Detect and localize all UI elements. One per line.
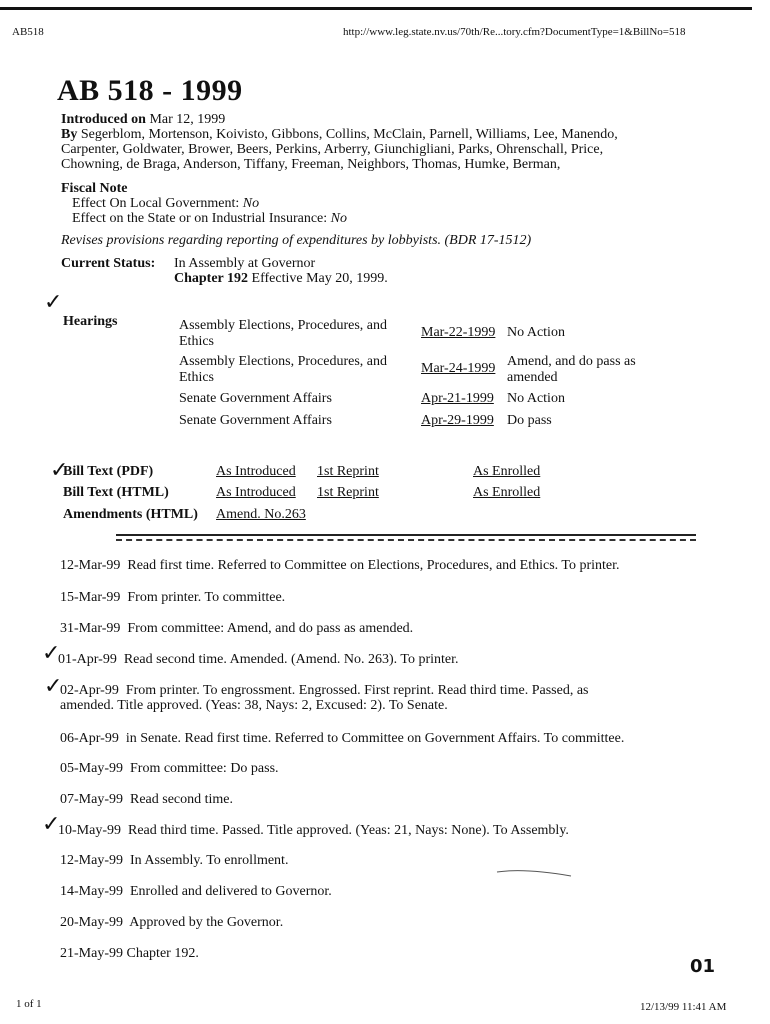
action-row [60, 792, 233, 808]
hearing-3-committee: Senate Government Affairs [179, 391, 332, 406]
pen-stroke-mark [495, 866, 575, 880]
action-text: Read second time. [130, 792, 234, 807]
hearing-1-committee: Assembly Elections, Procedures, and Ethics [179, 318, 388, 349]
action-date: 20-May-99 [60, 915, 123, 930]
pdf-as-introduced-link[interactable]: As Introduced [216, 464, 296, 479]
bill-title: AB 518 - 1999 [57, 74, 243, 107]
sponsors-line-3: Chowning, de Braga, Anderson, Tiffany, Freeman, Neighbors, Thomas, Humke, Berman, [61, 157, 561, 172]
status-effective: Effective May 20, 1999. [251, 271, 388, 286]
status-chapter: Chapter 192 [174, 271, 249, 286]
hearing-1-date-link[interactable]: Mar-22-1999 [421, 325, 496, 340]
checkmark-icon: ✓ [50, 458, 69, 483]
action-text: Enrolled and delivered to Governor. [130, 884, 332, 899]
hearings-label: Hearings [63, 314, 118, 329]
introduced-date: Mar 12, 1999 [149, 112, 226, 127]
action-text: From committee: Amend, and do pass as amended. [127, 621, 414, 636]
bill-summary: Revises provisions regarding reporting of expenditures by lobbyists. (BDR 17-1512) [61, 233, 532, 248]
action-date: 07-May-99 [60, 792, 123, 807]
action-date: 31-Mar-99 [60, 621, 121, 636]
checkmark-icon: ✓ [42, 641, 61, 666]
introduced-label: Introduced on [61, 112, 146, 127]
amendments-html-label: Amendments (HTML) [63, 507, 198, 522]
action-date: 12-May-99 [60, 853, 123, 868]
sponsors-text-1: Segerblom, Mortenson, Koivisto, Gibbons, Collins, McClain, Parnell, Williams, Lee, Manendo, [80, 127, 618, 142]
action-text: From printer. To engrossment. Engrossed. First reprint. Read third time. Passed, as [125, 683, 589, 698]
sponsors-line-2: Carpenter, Goldwater, Brower, Beers, Perkins, Arberry, Giunchigliani, Parks, Ohrenschall, Price, [61, 142, 604, 157]
local-gov-label: Effect On Local Government: [72, 196, 240, 211]
local-government-effect [72, 196, 259, 212]
action-row [60, 853, 288, 869]
section-divider-dashed [116, 539, 696, 541]
checkmark-icon: ✓ [44, 290, 63, 315]
action-row [60, 884, 332, 900]
html-as-enrolled-link[interactable]: As Enrolled [473, 485, 541, 500]
footer-timestamp: 12/13/99 11:41 AM [640, 1001, 727, 1013]
action-text: Read third time. Passed. Title approved. (Yeas: 21, Nays: None). To Assembly. [128, 823, 569, 838]
action-date: 05-May-99 [60, 761, 123, 776]
local-gov-value: No [242, 196, 260, 211]
state-effect [72, 211, 347, 227]
action-row [60, 761, 279, 777]
header-doc-id: AB518 [12, 26, 44, 38]
action-row [58, 652, 459, 668]
action-row [60, 590, 285, 606]
action-row [60, 946, 199, 962]
section-divider [116, 534, 696, 536]
pdf-as-enrolled-link[interactable]: As Enrolled [473, 464, 541, 479]
action-text: Chapter 192. [126, 946, 199, 961]
introduced-line [61, 112, 225, 128]
hearing-2-date-link[interactable]: Mar-24-1999 [421, 361, 496, 376]
page-mark: 01 [690, 956, 716, 977]
action-text: From printer. To committee. [127, 590, 286, 605]
action-text: Read first time. Referred to Committee on Elections, Procedures, and Ethics. To printer. [127, 558, 620, 573]
action-date: 15-Mar-99 [60, 590, 121, 605]
bill-text-pdf-label: Bill Text (PDF) [63, 464, 154, 479]
hearing-4-date-link[interactable]: Apr-29-1999 [421, 413, 494, 428]
action-date: 01-Apr-99 [58, 652, 117, 667]
action-row [58, 823, 569, 839]
checkmark-icon: ✓ [42, 812, 61, 837]
action-row [60, 915, 283, 931]
action-row [60, 621, 413, 637]
hearing-2-action: Amend, and do pass as amended [507, 354, 636, 385]
sponsors-line-1 [61, 127, 618, 143]
action-text: Approved by the Governor. [129, 915, 284, 930]
html-as-introduced-link[interactable]: As Introduced [216, 485, 296, 500]
bill-text-html-label: Bill Text (HTML) [63, 485, 169, 500]
action-date: 02-Apr-99 [60, 683, 119, 698]
status-chapter-line [174, 271, 388, 287]
by-label: By [61, 127, 78, 142]
footer-page-count: 1 of 1 [16, 998, 42, 1010]
action-date: 06-Apr-99 [60, 731, 119, 746]
amendment-263-link[interactable]: Amend. No.263 [216, 507, 306, 522]
action-date: 12-Mar-99 [60, 558, 121, 573]
action-row [60, 683, 588, 699]
current-status-label: Current Status: [61, 256, 156, 271]
action-text: From committee: Do pass. [130, 761, 279, 776]
hearing-4-action: Do pass [507, 413, 552, 428]
action-date: 21-May-99 [60, 946, 123, 961]
checkmark-icon: ✓ [44, 674, 63, 699]
state-effect-label: Effect on the State or on Industrial Insurance: [72, 211, 328, 226]
current-status-value: In Assembly at Governor [174, 256, 316, 271]
header-url: http://www.leg.state.nv.us/70th/Re...tory.cfm?DocumentType=1&BillNo=518 [343, 26, 686, 38]
state-effect-value: No [330, 211, 348, 226]
hearing-4-committee: Senate Government Affairs [179, 413, 332, 428]
action-row-continued: amended. Title approved. (Yeas: 38, Nays: 2, Excused: 2). To Senate. [60, 698, 448, 713]
top-rule [0, 7, 752, 10]
html-first-reprint-link[interactable]: 1st Reprint [317, 485, 379, 500]
hearing-2-committee: Assembly Elections, Procedures, and Ethics [179, 354, 388, 385]
action-row [60, 558, 620, 574]
fiscal-note-label: Fiscal Note [61, 181, 128, 196]
pdf-first-reprint-link[interactable]: 1st Reprint [317, 464, 379, 479]
action-date: 14-May-99 [60, 884, 123, 899]
hearing-1-action: No Action [507, 325, 565, 340]
action-row [60, 731, 624, 747]
action-text: in Senate. Read first time. Referred to Committee on Government Affairs. To committee. [125, 731, 625, 746]
hearing-3-action: No Action [507, 391, 565, 406]
action-date: 10-May-99 [58, 823, 121, 838]
hearing-3-date-link[interactable]: Apr-21-1999 [421, 391, 494, 406]
action-text: In Assembly. To enrollment. [130, 853, 289, 868]
action-text: Read second time. Amended. (Amend. No. 263). To printer. [123, 652, 459, 667]
